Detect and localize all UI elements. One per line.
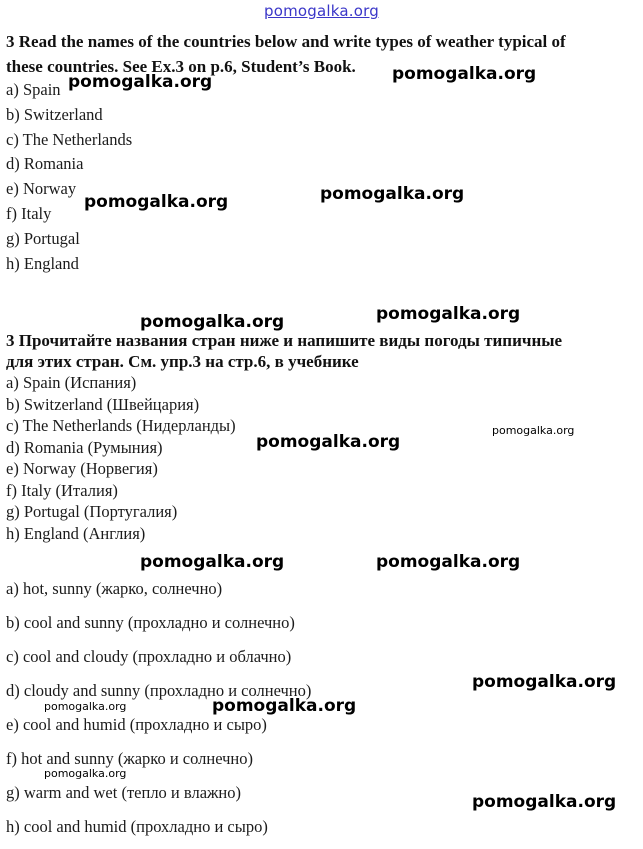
exercise-heading-ru-line1: 3 Прочитайте названия стран ниже и напишите виды погоды типичные	[6, 331, 563, 350]
exercise-heading-ru-line2: для этих стран. См. упр.3 на стр.6, в учебнике	[6, 352, 359, 371]
watermark: pomogalka.org	[84, 192, 229, 212]
country-item-ru: g) Portugal (Португалия)	[6, 502, 178, 521]
answer-item: h) cool and humid (прохладно и сыро)	[6, 817, 268, 836]
watermark: pomogalka.org	[320, 184, 465, 204]
watermark: pomogalka.org	[140, 552, 285, 572]
watermark: pomogalka.org	[376, 304, 521, 324]
watermark-small: pomogalka.org	[492, 424, 575, 437]
country-item-en: h) England	[6, 253, 79, 273]
country-item-ru: d) Romania (Румыния)	[6, 437, 163, 457]
country-item-en: f) Italy	[6, 204, 52, 223]
country-item-ru: a) Spain (Испания)	[6, 373, 137, 392]
watermark-small: pomogalka.org	[44, 700, 127, 713]
watermark: pomogalka.org	[376, 552, 521, 572]
country-item-en: b) Switzerland	[6, 104, 103, 124]
answer-item: f) hot and sunny (жарко и солнечно)	[6, 749, 254, 768]
answer-item: a) hot, sunny (жарко, солнечно)	[6, 579, 223, 598]
country-item-en: c) The Netherlands	[6, 129, 133, 149]
watermark: pomogalka.org	[472, 792, 617, 812]
watermark: pomogalka.org	[256, 432, 401, 452]
country-item-en: a) Spain	[6, 80, 61, 99]
exercise-heading-en-line2: these countries. See Ex.3 on p.6, Student’s Book.	[6, 57, 356, 76]
top-watermark-link[interactable]: pomogalka.org	[264, 2, 379, 20]
watermark-small: pomogalka.org	[44, 767, 127, 780]
watermark: pomogalka.org	[140, 312, 285, 332]
country-item-ru: h) England (Англия)	[6, 523, 146, 543]
answer-item: g) warm and wet (тепло и влажно)	[6, 783, 241, 802]
watermark: pomogalka.org	[472, 672, 617, 692]
country-item-ru: b) Switzerland (Швейцария)	[6, 394, 200, 414]
country-item-en: e) Norway	[6, 179, 77, 199]
answer-item: e) cool and humid (прохладно и сыро)	[6, 715, 267, 734]
watermark: pomogalka.org	[212, 696, 357, 716]
answer-item: b) cool and sunny (прохладно и солнечно)	[6, 613, 295, 632]
watermark: pomogalka.org	[392, 64, 537, 84]
country-item-ru: e) Norway (Норвегия)	[6, 459, 158, 478]
exercise-heading-en-line1: 3 Read the names of the countries below and write types of weather typical of	[6, 32, 566, 51]
country-item-en: d) Romania	[6, 154, 84, 174]
country-item-ru: c) The Netherlands (Нидерланды)	[6, 416, 236, 435]
country-item-en: g) Portugal	[6, 228, 80, 248]
country-item-ru: f) Italy (Италия)	[6, 480, 118, 500]
watermark: pomogalka.org	[68, 72, 213, 92]
answer-item: c) cool and cloudy (прохладно и облачно)	[6, 647, 292, 666]
answer-item: d) cloudy and sunny (прохладно и солнечно)	[6, 681, 312, 700]
